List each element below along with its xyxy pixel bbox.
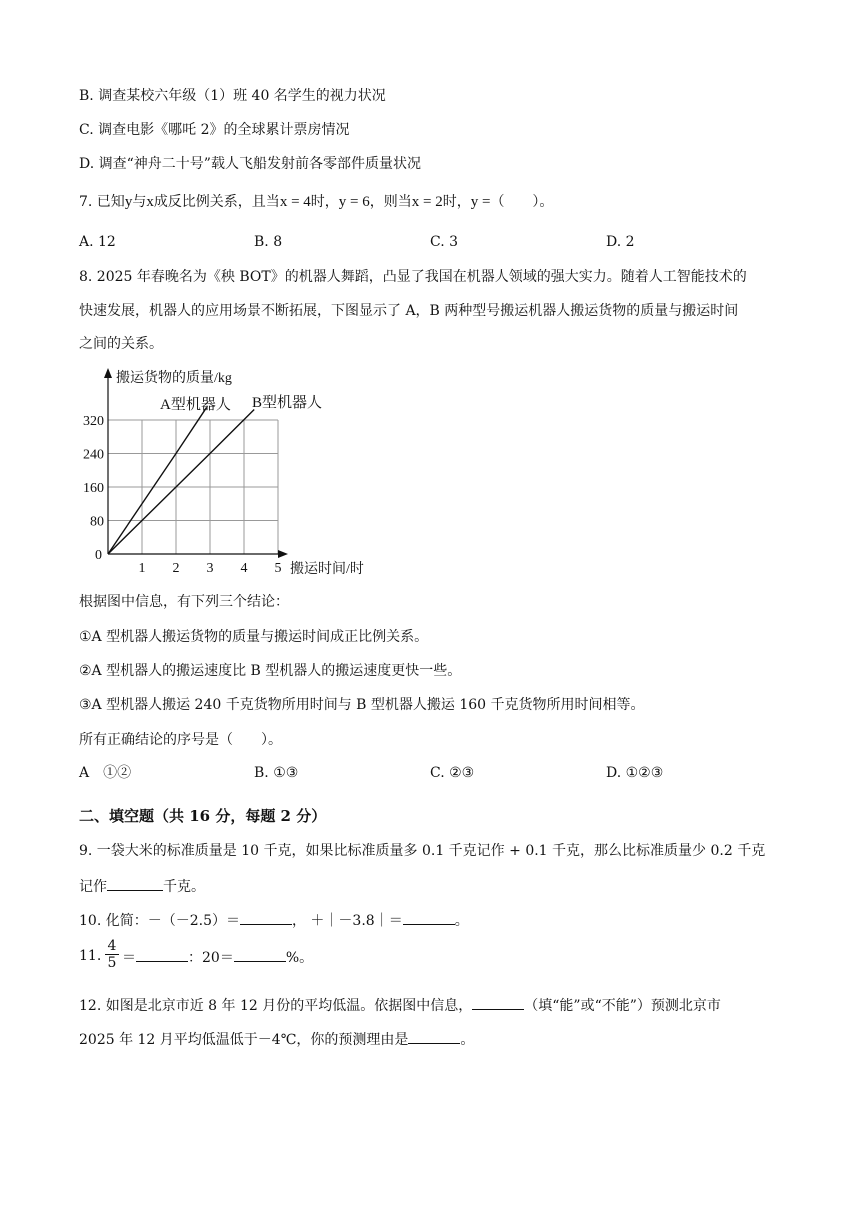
q8-ask: 所有正确结论的序号是（ ）。 <box>79 732 282 748</box>
q8-conclusion-1: ①A 型机器人搬运货物的质量与搬运时间成正比例关系。 <box>79 629 429 645</box>
q8-conclusion-3: ③A 型机器人搬运 240 千克货物所用时间与 B 型机器人搬运 160 千克货物所用时间相等。 <box>79 697 645 713</box>
q9-blank[interactable] <box>107 876 163 891</box>
q7-text: 时， <box>442 194 471 210</box>
y-axis-arrow <box>104 368 112 378</box>
x-axis-label: 搬运时间/时 <box>290 562 364 577</box>
q10-blank-2[interactable] <box>403 910 455 925</box>
q7-condition-y: y = 6 <box>338 194 370 210</box>
q8-option-c: C. ②③ <box>430 765 475 781</box>
q7-text: ，则当 <box>369 194 412 210</box>
q12-blank-2[interactable] <box>408 1029 460 1044</box>
x-tick-label: 2 <box>172 561 180 576</box>
q7-var-x: x <box>146 194 154 210</box>
q10-line <box>79 910 469 930</box>
q11-label: 11. <box>79 948 102 964</box>
q10-blank-1[interactable] <box>240 910 292 925</box>
q7-var-y: y <box>124 194 133 210</box>
q11-text: %。 <box>285 950 314 966</box>
q8-option-a: A ①② <box>79 765 132 781</box>
series-label-a: A型机器人 <box>160 397 231 413</box>
q7-ask: y = <box>470 194 491 210</box>
q12-text: 12. 如图是北京市近 8 年 12 月份的平均低温。依据图中信息， <box>79 998 473 1014</box>
y-tick-label: 240 <box>83 447 104 463</box>
q12-line2 <box>79 1029 474 1049</box>
q7-answer-paren: （ ）。 <box>490 194 554 210</box>
chart-labels <box>83 369 364 577</box>
q7-option-d: D. 2 <box>606 234 635 250</box>
x-axis-arrow <box>278 550 288 558</box>
x-tick-label: 4 <box>240 561 248 576</box>
q11-blank-1[interactable] <box>136 947 188 962</box>
series-line-b <box>108 410 254 554</box>
q10-text: 。 <box>454 913 469 929</box>
q12-text: 。 <box>460 1032 475 1048</box>
y-axis-label: 搬运货物的质量/kg <box>116 371 232 386</box>
q7-option-c: C. 3 <box>430 234 459 250</box>
q8-conclusion-2: ②A 型机器人的搬运速度比 B 型机器人的搬运速度更快一些。 <box>79 663 462 679</box>
x-tick-label: 5 <box>274 561 282 576</box>
series-line-a <box>108 407 207 554</box>
q7-option-a: A. 12 <box>79 234 116 250</box>
q11-text: ：20＝ <box>188 950 234 966</box>
chart-series <box>108 407 254 554</box>
q11-line <box>122 947 313 967</box>
origin-label: 0 <box>95 548 102 563</box>
q9-line2 <box>79 876 205 896</box>
q7-text: 与 <box>132 194 147 210</box>
q10-text: ， ＋｜－3.8｜＝ <box>291 913 403 929</box>
q11-blank-2[interactable] <box>234 947 286 962</box>
q11-text: ＝ <box>122 950 136 966</box>
q12-text: 2025 年 12 月平均低温低于－4℃，你的预测理由是 <box>79 1032 409 1048</box>
robot-chart <box>72 364 392 580</box>
q8-option-b: B. ①③ <box>254 765 299 781</box>
q8-stem-line3: 之间的关系。 <box>79 336 163 352</box>
fraction-numerator: 4 <box>105 938 119 955</box>
x-tick-label: 3 <box>206 561 214 576</box>
q9-text: 千克。 <box>163 879 205 895</box>
q9-line1: 9. 一袋大米的标准质量是 10 千克，如果比标准质量多 0.1 千克记作 + 0.1 千克，那么比标准质量少 0.2 千克 <box>79 843 766 859</box>
q12-line1 <box>79 995 721 1015</box>
q8-after-chart: 根据图中信息，有下列三个结论： <box>79 594 289 610</box>
fraction-denominator: 5 <box>107 955 117 971</box>
q6-option-c: C. 调查电影《哪吒 2》的全球累计票房情况 <box>79 122 350 138</box>
q7-text: 7. 已知 <box>79 194 125 210</box>
q7-text: 时， <box>310 194 339 210</box>
q12-blank-1[interactable] <box>472 995 524 1010</box>
q8-option-d: D. ①②③ <box>606 765 664 781</box>
section-2-title: 二、填空题（共 16 分，每题 2 分） <box>79 807 327 825</box>
x-tick-label: 1 <box>138 561 146 576</box>
q7-condition-x: x = 4 <box>279 194 311 210</box>
q8-stem-line2: 快速发展，机器人的应用场景不断拓展，下图显示了 A，B 两种型号搬运机器人搬运货物的质量与搬运时间 <box>79 303 739 319</box>
q6-option-d: D. 调查“神舟二十号”载人飞船发射前各零部件质量状况 <box>79 156 421 172</box>
y-tick-label: 160 <box>83 481 104 496</box>
q7-stem <box>79 193 553 211</box>
chart-grid <box>108 420 278 554</box>
q6-option-b: B. 调查某校六年级（1）班 40 名学生的视力状况 <box>79 88 386 104</box>
q7-option-b: B. 8 <box>254 234 283 250</box>
q12-text: （填“能”或“不能”）预测北京市 <box>524 998 721 1014</box>
q11-fraction <box>105 938 119 971</box>
q7-condition-x2: x = 2 <box>411 194 443 210</box>
q8-stem-line1: 8. 2025 年春晚名为《秧 BOT》的机器人舞蹈，凸显了我国在机器人领域的强大实力。随着人工智能技术的 <box>79 269 747 285</box>
y-tick-label: 80 <box>90 514 104 530</box>
q7-text: 成反比例关系，且当 <box>153 194 280 210</box>
series-label-b: B型机器人 <box>252 395 323 411</box>
q9-text: 记作 <box>79 879 107 895</box>
q10-text: 10. 化简：－（－2.5）＝ <box>79 913 240 929</box>
y-tick-label: 320 <box>83 414 104 429</box>
